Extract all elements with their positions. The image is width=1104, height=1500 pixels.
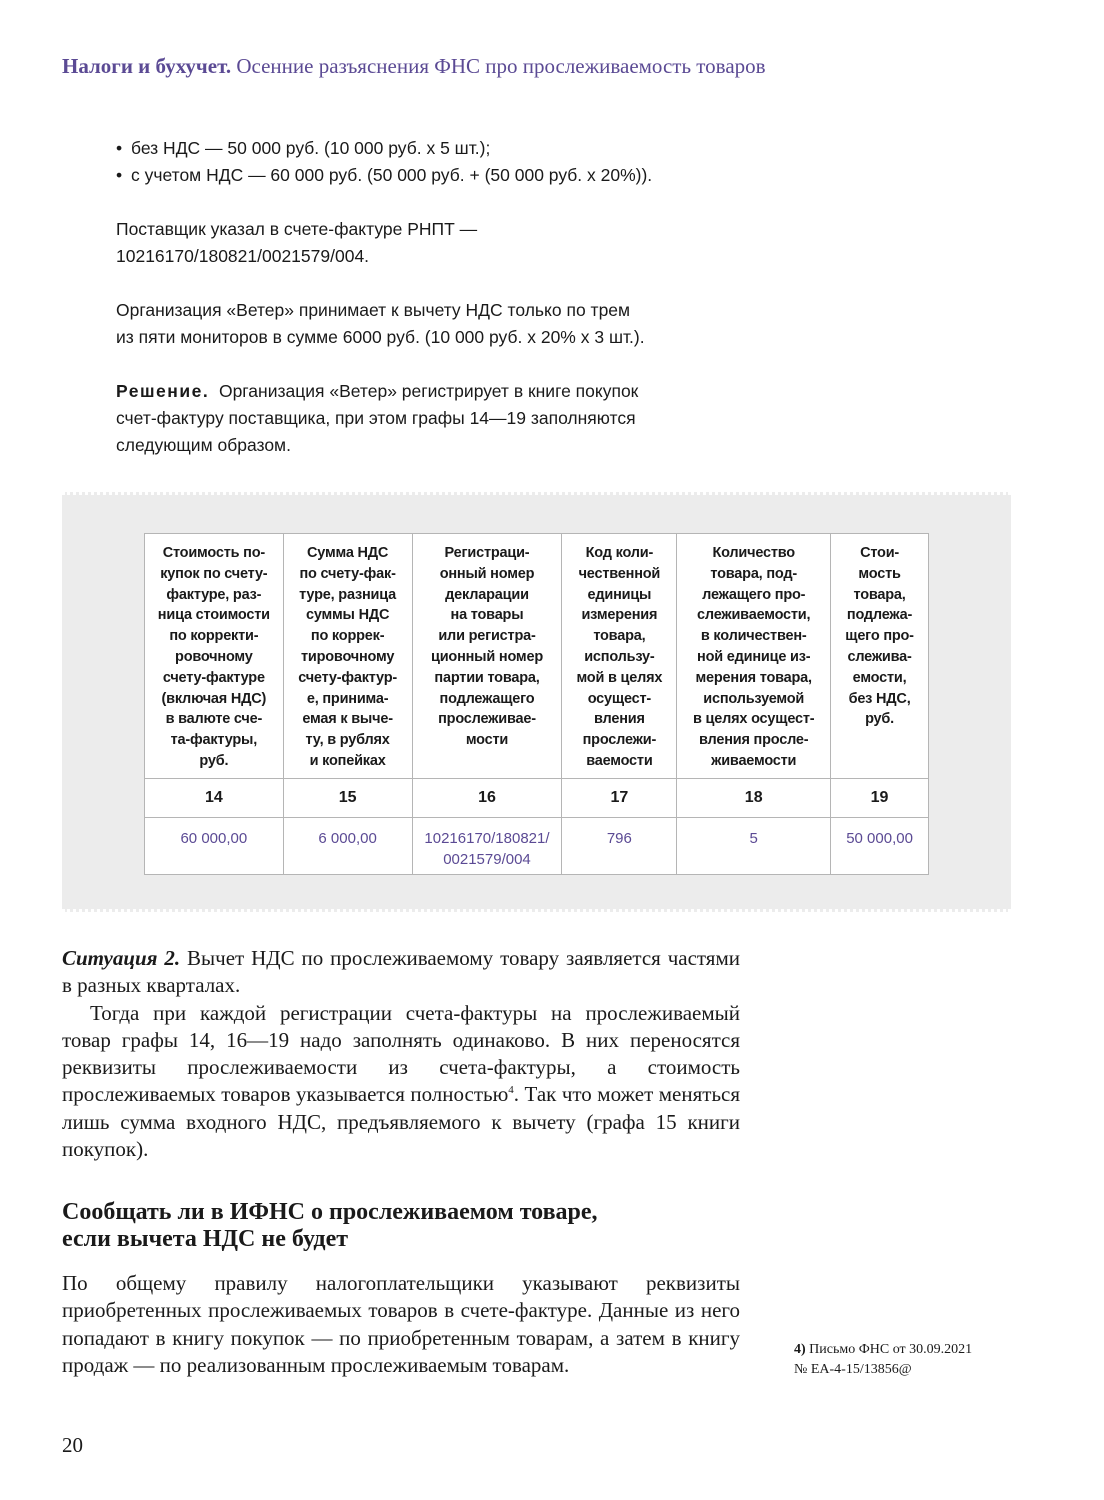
situation-text-2: . Так что может меняться лишь сумма входного НДС, предъявляемого к вычету (графа 15 книги покупок). bbox=[62, 1082, 740, 1162]
page-number: 20 bbox=[62, 1433, 83, 1457]
column-number: 18 bbox=[677, 778, 831, 817]
header-section: Налоги и бухучет. bbox=[62, 54, 232, 78]
list-item bbox=[116, 135, 716, 162]
column-header: Стоимость по- купок по счету- фактуре, раз- ница стоимости по корректи- ровочному счету-фактуре (включая НДС) в валюте сче- та-фактуры, руб. bbox=[145, 534, 284, 779]
footnote-ref: 4 bbox=[508, 1084, 514, 1097]
column-number: 16 bbox=[412, 778, 562, 817]
column-number: 15 bbox=[283, 778, 412, 817]
situation-lead-text: Вычет НДС по прослеживаемому товару заявляется частями в разных кварталах. bbox=[62, 946, 740, 998]
table-cell: 50 000,00 bbox=[831, 817, 929, 874]
table-cell: 60 000,00 bbox=[145, 817, 284, 874]
table-row bbox=[145, 817, 929, 874]
table-header-row bbox=[145, 534, 929, 779]
supplier-line-2: 10216170/180821/0021579/004. bbox=[116, 246, 370, 266]
solution-text-1: Организация «Ветер» регистрирует в книге покупок bbox=[218, 381, 639, 401]
footnote-line-1: Письмо ФНС от 30.09.2021 bbox=[805, 1342, 973, 1357]
solution-label: Решение. bbox=[116, 381, 210, 401]
column-number: 19 bbox=[831, 778, 929, 817]
table-cell: 6 000,00 bbox=[283, 817, 412, 874]
section-title-line-2: если вычета НДС не будет bbox=[62, 1226, 349, 1252]
footnote bbox=[794, 1340, 1034, 1380]
solution-line-1 bbox=[116, 378, 716, 405]
column-header: Количество товара, под- лежащего про- слеживаемости, в количествен- ной единице из- мерения товара, используемой в целях осущест- вления просле- живаемости bbox=[677, 534, 831, 779]
situation-paragraph bbox=[62, 1000, 740, 1164]
supplier-line-1: Поставщик указал в счете-фактуре РНПТ — bbox=[116, 219, 478, 239]
column-number: 14 bbox=[145, 778, 284, 817]
section-title-line-1: Сообщать ли в ИФНС о прослеживаемом товаре, bbox=[62, 1199, 598, 1225]
table-cell: 10216170/180821/ 0021579/004 bbox=[412, 817, 562, 874]
bullet-icon: • bbox=[116, 165, 123, 185]
org-line-1: Организация «Ветер» принимает к вычету НДС только по трем bbox=[116, 300, 631, 320]
column-header: Стои- мость товара, подлежа- щего про- слежива- емости, без НДС, руб. bbox=[831, 534, 929, 779]
purchase-book-table bbox=[144, 533, 929, 875]
situation-lead bbox=[62, 945, 740, 1000]
bullet-icon: • bbox=[116, 138, 123, 158]
example-block bbox=[116, 135, 716, 459]
org-line-2: из пяти мониторов в сумме 6000 руб. (10 000 руб. х 20% х 3 шт.). bbox=[116, 327, 645, 347]
section-title bbox=[62, 1199, 762, 1253]
situation-label: Ситуация 2. bbox=[62, 946, 181, 970]
list-item bbox=[116, 162, 716, 189]
column-header: Код коли- чественной единицы измерения товара, использу- мой в целях осущест- вления прослежи- ваемости bbox=[562, 534, 677, 779]
table-cell: 796 bbox=[562, 817, 677, 874]
header-title: Осенние разъяснения ФНС про прослеживаемость товаров bbox=[236, 54, 766, 78]
section-paragraph: По общему правилу налогоплательщики указывают реквизиты приобретенных прослеживаемых товаров в счете-фактуре. Данные из него попадают в книгу покупок — по приобретенным товарам, а затем в книгу продаж — по реализованным прослеживаемым товарам. bbox=[62, 1271, 740, 1377]
situation-2-block bbox=[62, 945, 740, 1163]
running-header bbox=[62, 54, 766, 79]
table-number-row bbox=[145, 778, 929, 817]
table-cell: 5 bbox=[677, 817, 831, 874]
bullet-text-1: без НДС — 50 000 руб. (10 000 руб. х 5 шт.); bbox=[131, 138, 491, 158]
footnote-line-2: № ЕА-4-15/13856@ bbox=[794, 1362, 912, 1377]
bullet-text-2: с учетом НДС — 60 000 руб. (50 000 руб. + (50 000 руб. х 20%)). bbox=[131, 165, 653, 185]
column-header: Сумма НДС по счету-фак- туре, разница суммы НДС по коррек- тировочному счету-фактур- е, принима- емая к выче- ту, в рублях и копейках bbox=[283, 534, 412, 779]
footnote-number: 4) bbox=[794, 1342, 806, 1357]
situation-text-1: Тогда при каждой регистрации счета-фактуры на прослеживаемый товар графы 14, 16—19 надо заполнять одинаково. В них переносятся реквизиты прослеживаемости из счета-фактуры, а стоимость прослеживаемых товаров указывается полностью bbox=[62, 1000, 740, 1107]
solution-line-3: следующим образом. bbox=[116, 435, 291, 455]
solution-line-2: счет-фактуру поставщика, при этом графы 14—19 заполняются bbox=[116, 408, 636, 428]
column-header: Регистраци- онный номер декларации на товары или регистра- ционный номер партии товара, подлежащего прослеживае- мости bbox=[412, 534, 562, 779]
column-number: 17 bbox=[562, 778, 677, 817]
table-panel bbox=[62, 492, 1011, 912]
